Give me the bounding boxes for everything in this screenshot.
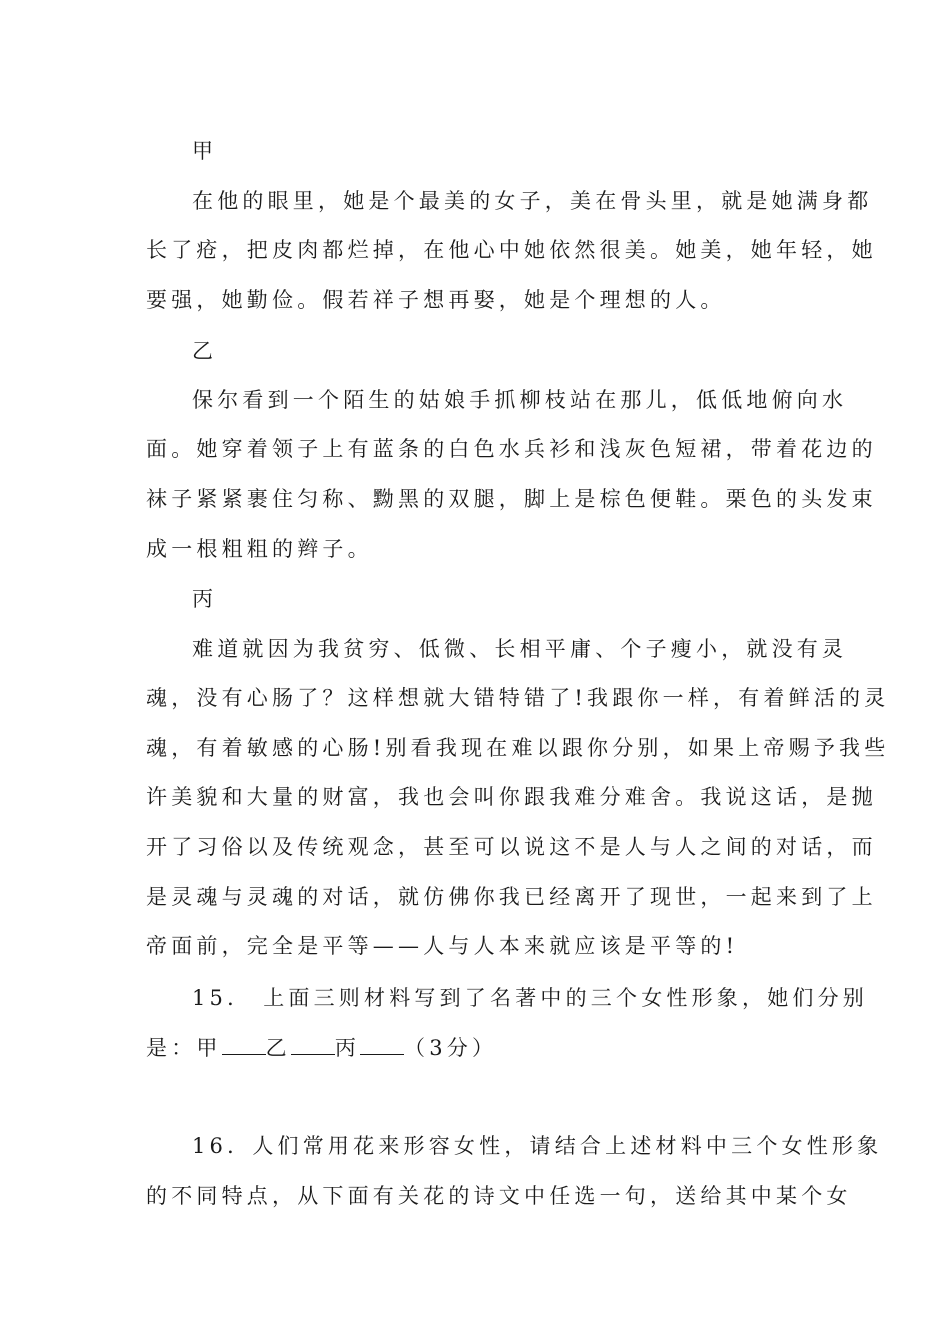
passage-b-line: 袜子紧紧裹住匀称、黝黑的双腿，脚上是棕色便鞋。栗色的头发束 [146,487,877,511]
passage-b-label: 乙 [192,339,218,363]
passage-c-line: 帝面前，完全是平等——人与人本来就应该是平等的! [146,934,739,958]
passage-a-line: 在他的眼里，她是个最美的女子，美在骨头里，就是她满身都 [192,189,873,213]
question-15-line: 15． 上面三则材料写到了名著中的三个女性形象，她们分别 [192,986,868,1010]
passage-b-line: 面。她穿着领子上有蓝条的白色水兵衫和浅灰色短裙，带着花边的 [146,437,877,461]
passage-a-line: 长了疮，把皮肉都烂掉，在他心中她依然很美。她美，她年轻，她 [146,238,877,262]
question-15-label-c: 丙 [334,1036,361,1060]
question-15-answer-line [146,1033,816,1063]
question-15-score: （3分） [404,1036,498,1060]
question-15-prefix: 是：甲 [146,1036,222,1060]
question-15-label-b: 乙 [265,1036,291,1060]
passage-c-label: 丙 [192,587,218,611]
question-16-line: 的不同特点，从下面有关花的诗文中任选一句，送给其中某个女 [146,1184,852,1208]
passage-a-line: 要强，她勤俭。假若祥子想再娶，她是个理想的人。 [146,288,726,312]
passage-c-line: 难道就因为我贫穷、低微、长相平庸、个子瘦小，就没有灵 [192,637,848,661]
answer-blank-b[interactable] [291,1036,335,1055]
passage-b-line: 保尔看到一个陌生的姑娘手抓柳枝站在那儿，低低地俯向水 [192,388,848,412]
passage-c-line: 开了习俗以及传统观念，甚至可以说这不是人与人之间的对话，而 [146,835,877,859]
passage-a-label: 甲 [192,139,218,163]
passage-c-line: 魂，没有心肠了？这样想就大错特错了!我跟你一样，有着鲜活的灵 [146,686,890,710]
passage-c-line: 魂，有着敏感的心肠!别看我现在难以跟你分别，如果上帝赐予我些 [146,736,890,760]
answer-blank-a[interactable] [222,1036,266,1055]
passage-c-line: 许美貌和大量的财富，我也会叫你跟我难分难舍。我说这话，是抛 [146,785,877,809]
question-16-line: 16．人们常用花来形容女性，请结合上述材料中三个女性形象 [192,1134,883,1158]
passage-b-line: 成一根粗粗的辫子。 [146,537,373,561]
answer-blank-c[interactable] [360,1036,404,1055]
passage-c-line: 是灵魂与灵魂的对话，就仿佛你我已经离开了现世，一起来到了上 [146,885,877,909]
